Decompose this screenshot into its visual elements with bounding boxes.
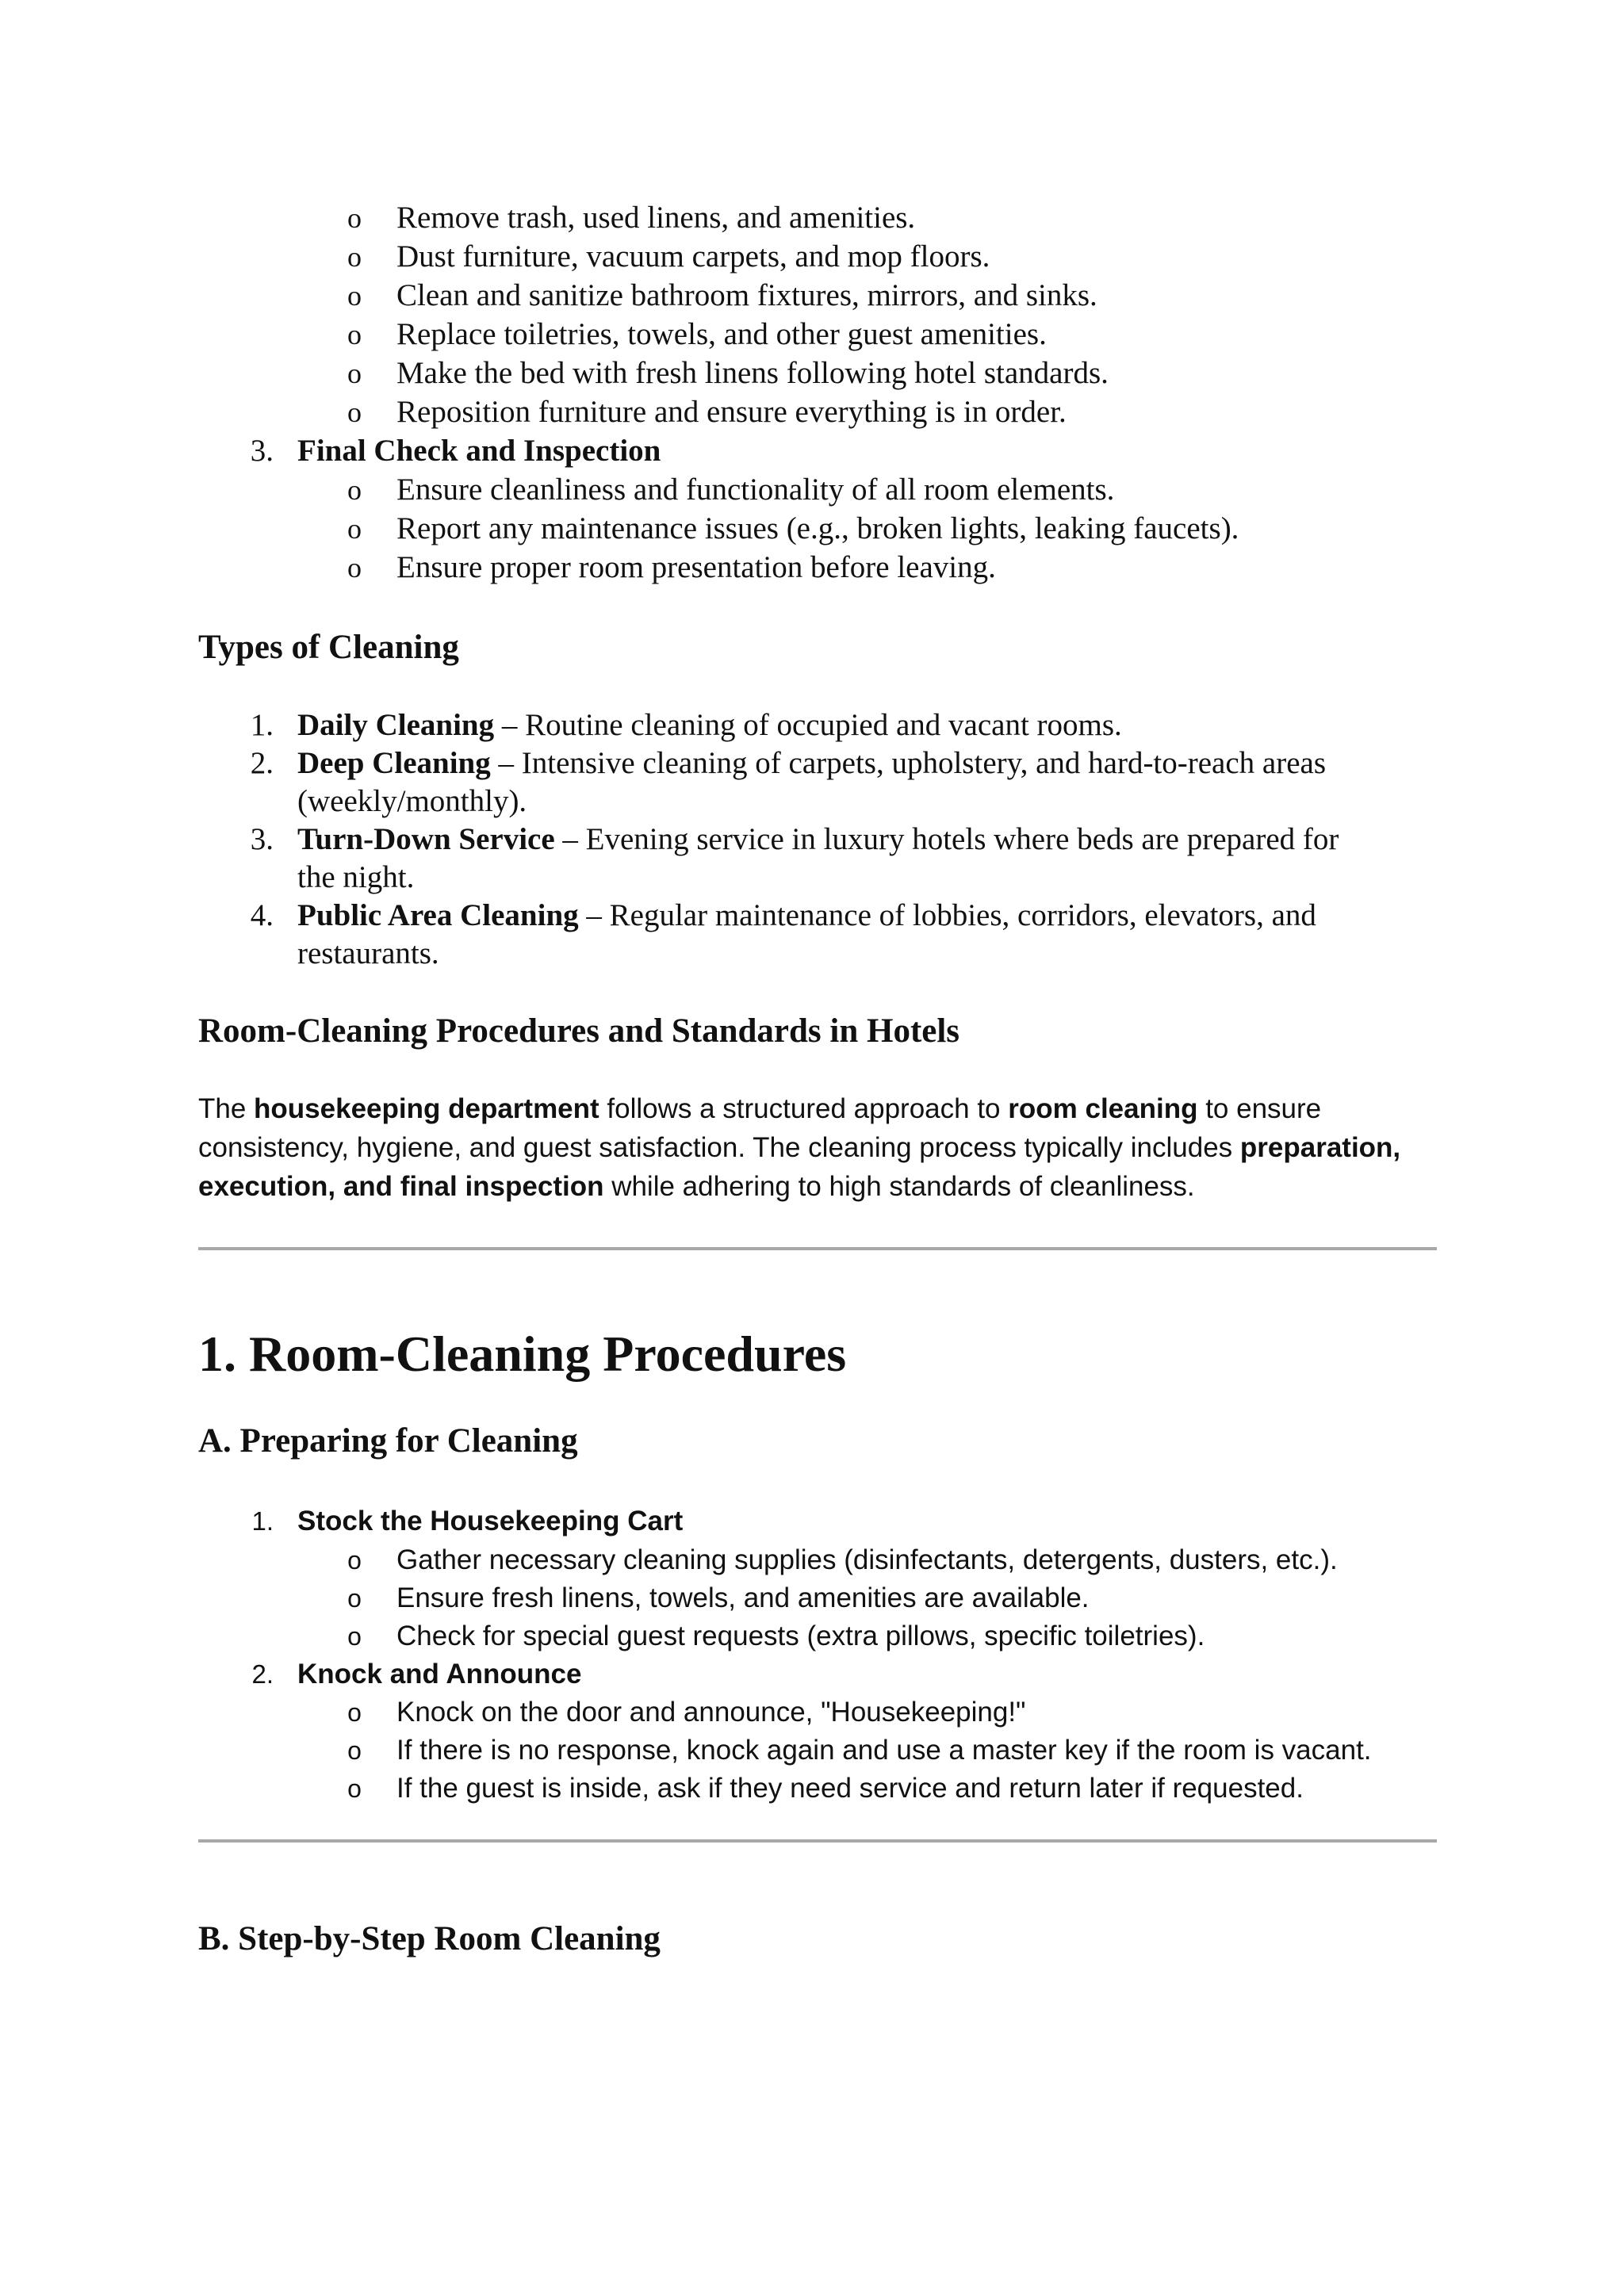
page-title: 1. Room-Cleaning Procedures — [198, 1326, 847, 1382]
bullet-marker: o — [347, 396, 362, 428]
list-item: Clean and sanitize bathroom fixtures, mirrors, and sinks. — [396, 278, 1097, 312]
list-item — [297, 706, 1122, 744]
bold-text: housekeeping department — [254, 1093, 599, 1124]
list-item: Ensure proper room presentation before leaving. — [396, 550, 996, 584]
bullet-marker: o — [347, 1774, 362, 1803]
section-heading: Room-Cleaning Procedures and Standards in Hotels — [198, 1012, 960, 1050]
bullet-marker: o — [347, 1698, 362, 1727]
term: Turn-Down Service — [297, 822, 555, 856]
term: Deep Cleaning — [297, 746, 491, 780]
list-number: 2. — [251, 1659, 274, 1689]
bullet-marker: o — [347, 202, 362, 234]
list-item: Reposition furniture and ensure everything is in order. — [396, 395, 1067, 429]
list-item — [297, 897, 1316, 935]
list-item: Check for special guest requests (extra pillows, specific toiletries). — [396, 1621, 1205, 1651]
list-number: 1. — [250, 708, 274, 742]
step-title: Stock the Housekeeping Cart — [297, 1506, 684, 1536]
list-number: 1. — [251, 1506, 274, 1536]
text: consistency, hygiene, and guest satisfaction. The cleaning process typically includes — [198, 1132, 1240, 1163]
bullet-marker: o — [347, 1622, 362, 1651]
bullet-marker: o — [347, 1546, 362, 1575]
list-item: Make the bed with fresh linens following hotel standards. — [396, 356, 1109, 390]
bold-text: preparation, — [1239, 1132, 1401, 1163]
list-item-title: Final Check and Inspection — [297, 434, 661, 468]
list-item: Remove trash, used linens, and amenities. — [396, 201, 916, 235]
term: Public Area Cleaning — [297, 898, 579, 932]
definition: – Routine cleaning of occupied and vacant rooms. — [494, 708, 1122, 742]
bullet-marker: o — [347, 474, 362, 506]
bullet-marker: o — [347, 1584, 362, 1613]
list-item: Ensure fresh linens, towels, and amenities are available. — [396, 1582, 1090, 1613]
definition: – Evening service in luxury hotels where beds are prepared for — [554, 822, 1339, 856]
paragraph-line — [198, 1090, 1321, 1128]
horizontal-rule — [198, 1247, 1437, 1250]
text: The — [198, 1093, 255, 1124]
paragraph-line — [198, 1129, 1400, 1167]
text: follows a structured approach to — [599, 1093, 1009, 1124]
list-item: If the guest is inside, ask if they need service and return later if requested. — [396, 1773, 1304, 1804]
horizontal-rule — [198, 1839, 1437, 1843]
bullet-marker: o — [347, 241, 362, 273]
list-item: Gather necessary cleaning supplies (disinfectants, detergents, dusters, etc.). — [396, 1544, 1338, 1575]
bullet-marker: o — [347, 280, 362, 312]
list-number: 3. — [250, 822, 274, 856]
list-item: Ensure cleanliness and functionality of all room elements. — [396, 473, 1115, 507]
bold-text: room cleaning — [1008, 1093, 1198, 1124]
list-number: 3. — [250, 434, 274, 468]
step-title: Knock and Announce — [297, 1659, 582, 1689]
bullet-marker: o — [347, 319, 362, 350]
list-item-continuation: the night. — [297, 860, 415, 894]
list-item-continuation: restaurants. — [297, 936, 439, 970]
bold-text: execution, and final inspection — [198, 1171, 604, 1202]
bullet-marker: o — [347, 358, 362, 389]
list-item: Replace toiletries, towels, and other guest amenities. — [396, 317, 1047, 351]
list-item: If there is no response, knock again and use a master key if the room is vacant. — [396, 1735, 1372, 1766]
list-item: Knock on the door and announce, "Housekeeping!" — [396, 1697, 1026, 1728]
list-item: Report any maintenance issues (e.g., broken lights, leaking faucets). — [396, 511, 1239, 545]
paragraph-line — [198, 1168, 1195, 1206]
list-item: Dust furniture, vacuum carpets, and mop floors. — [396, 239, 990, 274]
definition: – Intensive cleaning of carpets, upholstery, and hard-to-reach areas — [490, 746, 1327, 780]
text: while adhering to high standards of cleanliness. — [603, 1171, 1195, 1202]
list-number: 2. — [250, 746, 274, 780]
bullet-marker: o — [347, 1736, 362, 1765]
bullet-marker: o — [347, 552, 362, 584]
term: Daily Cleaning — [297, 708, 495, 742]
subsection-heading: A. Preparing for Cleaning — [198, 1422, 578, 1460]
text: to ensure — [1197, 1093, 1322, 1124]
definition: – Regular maintenance of lobbies, corridors, elevators, and — [578, 898, 1316, 932]
list-item-continuation: (weekly/monthly). — [297, 784, 527, 818]
subsection-heading: B. Step-by-Step Room Cleaning — [198, 1920, 661, 1957]
list-item — [297, 744, 1326, 783]
list-number: 4. — [250, 898, 274, 932]
section-heading: Types of Cleaning — [198, 629, 459, 666]
bullet-marker: o — [347, 513, 362, 545]
list-item — [297, 821, 1339, 859]
